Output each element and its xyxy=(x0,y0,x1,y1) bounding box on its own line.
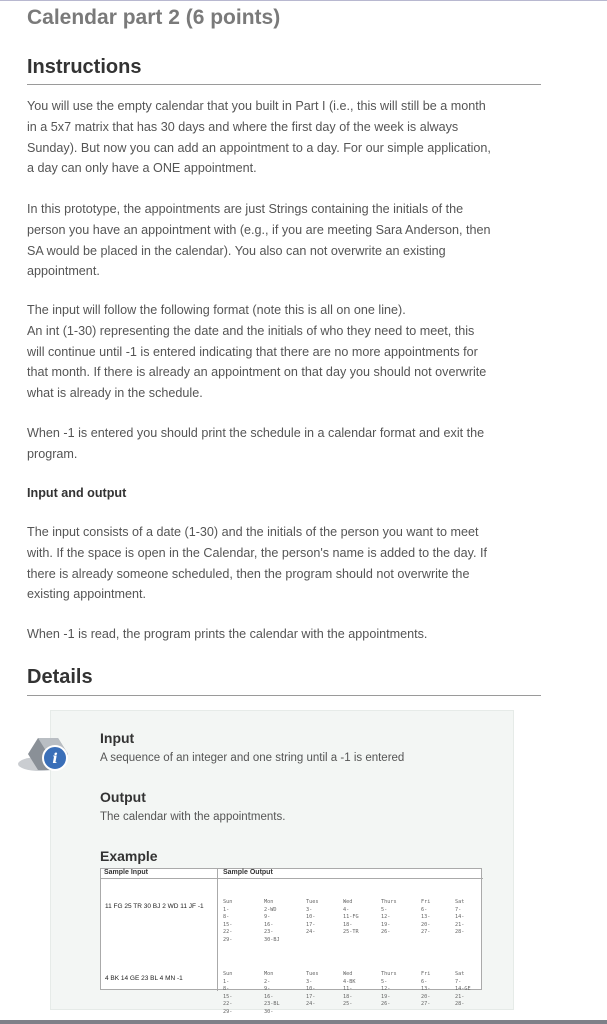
calendar-day-cell: 22- xyxy=(223,929,233,936)
calendar-day-cell: 28- xyxy=(455,929,465,936)
calendar-day-cell: 4- xyxy=(343,906,350,913)
calendar-day-cell: 23- xyxy=(264,929,274,936)
calendar-day-header: Thurs xyxy=(381,899,397,905)
calendar-row xyxy=(223,979,481,987)
calendar-day-header: Sun xyxy=(223,899,233,905)
calendar-day-cell: 1- xyxy=(223,978,230,985)
calendar-day-cell: 17- xyxy=(306,993,316,1000)
calendar-day-cell: 21- xyxy=(455,921,465,928)
calendar-row xyxy=(223,1009,481,1017)
instructions-paragraph-1: You will use the empty calendar that you built in Part I (i.e., this will still be a month in a 5x7 matrix that has 30 days and where the first day of the week is always Sunday). But now you can add an appointment to a day. For our simple application, a day can only have a ONE appointment. xyxy=(27,99,491,176)
info-icon xyxy=(18,730,76,782)
calendar-day-cell: 11-FG xyxy=(343,914,359,921)
sample-input-1: 11 FG 25 TR 30 BJ 2 WD 11 JF -1 xyxy=(105,903,204,910)
calendar-day-cell: 29- xyxy=(223,936,233,943)
calendar-day-cell: 22- xyxy=(223,1001,233,1008)
input-description: A sequence of an integer and one string until a -1 is entered xyxy=(100,752,405,764)
calendar-day-cell: 24- xyxy=(306,929,316,936)
instructions-paragraph-2: In this prototype, the appointments are just Strings containing the initials of the person you have an appointment with (e.g., if you are meeting Sara Anderson, then SA would be placed in the calendar). You also can not overwrite an existing appointment. xyxy=(27,202,491,279)
calendar-day-cell: 21- xyxy=(455,993,465,1000)
calendar-day-cell: 3- xyxy=(306,978,313,985)
calendar-day-cell: 18- xyxy=(343,921,353,928)
sample-output-header: Sample Output xyxy=(223,869,273,876)
svg-text:i: i xyxy=(52,751,58,767)
calendar-day-cell: 2-WD xyxy=(264,906,277,913)
calendar-day-cell: 19- xyxy=(381,921,391,928)
calendar-day-cell: 23-BL xyxy=(264,1001,280,1008)
sample-input-header: Sample Input xyxy=(104,869,148,876)
calendar-day-cell: 7- xyxy=(455,906,462,913)
calendar-day-cell: 20- xyxy=(421,993,431,1000)
calendar-day-cell: 30- xyxy=(264,1008,274,1015)
calendar-day-cell: 8- xyxy=(223,986,230,993)
calendar-day-header: Fri xyxy=(421,971,431,977)
calendar-day-cell: 3- xyxy=(306,906,313,913)
calendar-day-header: Sun xyxy=(223,971,233,977)
calendar-day-cell: 5- xyxy=(381,906,388,913)
calendar-day-cell: 13- xyxy=(421,914,431,921)
instructions-paragraph-3: The input will follow the following format (note this is all on one line). An int (1-30) representing the date and the initials of who they need to meet, this will continue until -1 is entered indicating that there are no more appointments for that month. If there is already an appointment on that day you should not overwrite what is already in the schedule. xyxy=(27,303,487,401)
calendar-day-header: Mon xyxy=(264,971,274,977)
calendar-day-header: Thurs xyxy=(381,971,397,977)
calendar-day-cell: 12- xyxy=(381,914,391,921)
table-header-row xyxy=(101,869,483,879)
calendar-day-header: Tues xyxy=(306,899,319,905)
calendar-day-cell: 9- xyxy=(264,986,271,993)
calendar-day-header: Wed xyxy=(343,899,353,905)
bottom-border xyxy=(0,1020,607,1024)
calendar-day-cell: 26- xyxy=(381,929,391,936)
calendar-day-cell: 25-TR xyxy=(343,929,359,936)
calendar-day-cell: 14- xyxy=(455,914,465,921)
calendar-row xyxy=(223,914,481,922)
calendar-row xyxy=(223,899,481,907)
calendar-day-cell: 2- xyxy=(264,978,271,985)
example-table xyxy=(100,868,482,1015)
calendar-day-cell: 10- xyxy=(306,914,316,921)
calendar-row xyxy=(223,994,481,1002)
details-heading: Details xyxy=(27,666,93,688)
calendar-row xyxy=(223,907,481,915)
calendar-day-cell: 17- xyxy=(306,921,316,928)
output-label: Output xyxy=(100,789,146,805)
calendar-day-cell: 19- xyxy=(381,993,391,1000)
calendar-day-header: Sat xyxy=(455,899,465,905)
calendar-day-cell: 28- xyxy=(455,1001,465,1008)
instructions-paragraph-4: When -1 is entered you should print the schedule in a calendar format and exit the program. xyxy=(27,426,485,461)
calendar-day-cell: 9- xyxy=(264,914,271,921)
input-output-heading: Input and output xyxy=(27,486,127,500)
details-divider xyxy=(27,695,541,696)
calendar-day-cell: 29- xyxy=(223,1008,233,1015)
instructions-divider xyxy=(27,84,541,85)
calendar-day-cell: 18- xyxy=(343,993,353,1000)
calendar-day-cell: 10- xyxy=(306,986,316,993)
calendar-day-cell: 13- xyxy=(421,986,431,993)
calendar-day-cell: 24- xyxy=(306,1001,316,1008)
calendar-day-header: Fri xyxy=(421,899,431,905)
instructions-heading: Instructions xyxy=(27,56,142,78)
calendar-day-cell: 5- xyxy=(381,978,388,985)
calendar-day-cell: 12- xyxy=(381,986,391,993)
calendar-day-cell: 11- xyxy=(343,986,353,993)
input-output-paragraph-1: The input consists of a date (1-30) and the initials of the person you want to meet with. If the space is open in the Calendar, the person's name is added to the day. If there is already someone scheduled, then the program should not overwrite the existing appointment. xyxy=(27,525,488,602)
sample-output-calendar-2 xyxy=(223,971,481,1017)
calendar-day-cell: 15- xyxy=(223,993,233,1000)
calendar-day-cell: 30-BJ xyxy=(264,936,280,943)
calendar-row xyxy=(223,971,481,979)
calendar-row xyxy=(223,929,481,937)
calendar-day-header: Mon xyxy=(264,899,274,905)
calendar-day-header: Wed xyxy=(343,971,353,977)
example-label: Example xyxy=(100,848,158,864)
calendar-day-cell: 16- xyxy=(264,921,274,928)
calendar-day-cell: 1- xyxy=(223,906,230,913)
calendar-day-cell: 27- xyxy=(421,929,431,936)
sample-input-2: 4 BK 14 GE 23 BL 4 MN -1 xyxy=(105,975,183,982)
calendar-day-cell: 25- xyxy=(343,1001,353,1008)
calendar-day-cell: 20- xyxy=(421,921,431,928)
calendar-day-cell: 27- xyxy=(421,1001,431,1008)
input-label: Input xyxy=(100,730,135,746)
calendar-day-cell: 8- xyxy=(223,914,230,921)
calendar-day-cell: 26- xyxy=(381,1001,391,1008)
calendar-day-cell: 14-GE xyxy=(455,986,471,993)
top-border xyxy=(0,0,607,1)
input-output-paragraph-2: When -1 is read, the program prints the calendar with the appointments. xyxy=(27,627,428,641)
calendar-day-cell: 6- xyxy=(421,906,428,913)
column-divider xyxy=(217,869,218,991)
calendar-day-cell: 16- xyxy=(264,993,274,1000)
sample-output-calendar-1 xyxy=(223,899,481,945)
calendar-day-cell: 6- xyxy=(421,978,428,985)
page-title: Calendar part 2 (6 points) xyxy=(27,6,281,29)
calendar-day-cell: 4-BK xyxy=(343,978,356,985)
calendar-row xyxy=(223,1001,481,1009)
calendar-day-cell: 15- xyxy=(223,921,233,928)
calendar-row xyxy=(223,937,481,945)
calendar-row xyxy=(223,922,481,930)
calendar-day-header: Tues xyxy=(306,971,319,977)
calendar-day-header: Sat xyxy=(455,971,465,977)
output-description: The calendar with the appointments. xyxy=(100,811,286,823)
calendar-row xyxy=(223,986,481,994)
calendar-day-cell: 7- xyxy=(455,978,462,985)
